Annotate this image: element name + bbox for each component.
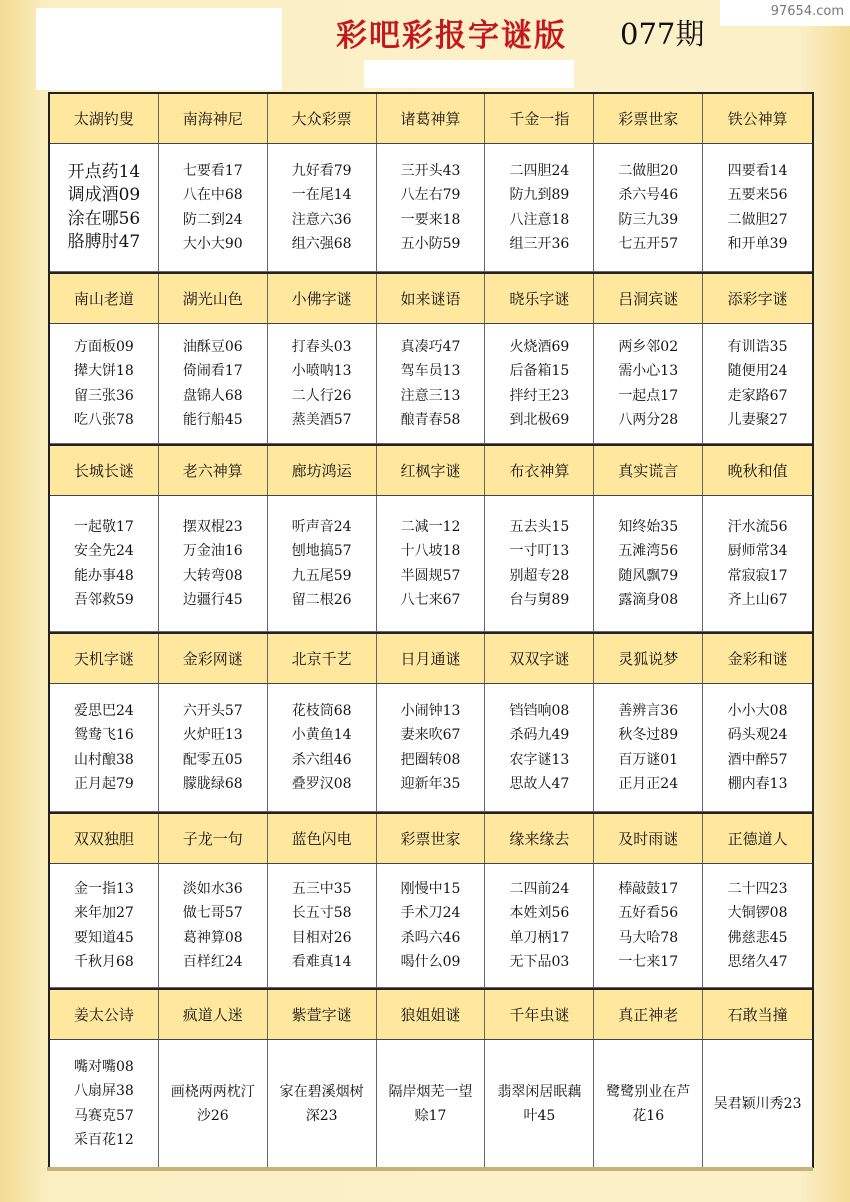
riddle-line: 做七哥57: [182, 905, 243, 921]
column-source-label: 狼姐姐谜: [377, 990, 486, 1039]
riddle-table: [50, 92, 812, 1168]
column-source-label: 廊坊鸿运: [268, 446, 377, 495]
riddle-cell: [594, 864, 703, 987]
riddle-line: 二十四23: [727, 880, 788, 897]
header-row: [50, 632, 812, 684]
riddle-line: 方面板09: [74, 338, 134, 355]
riddle-cell: [377, 496, 486, 631]
riddle-line: 防三九39: [618, 211, 679, 228]
riddle-cell: [50, 684, 159, 811]
riddle-line: 嘴对嘴08: [74, 1058, 134, 1075]
riddle-line: 百样红24: [182, 954, 243, 970]
riddle-line: 百万谜01: [618, 751, 679, 768]
column-source-label: 彩票世家: [377, 814, 486, 863]
riddle-cell: [703, 864, 812, 987]
riddle-line: 开点药14: [67, 161, 141, 182]
riddle-cell: [159, 684, 268, 811]
riddle-line: 随便用24: [727, 363, 788, 379]
column-source-label: 疯道人迷: [159, 990, 268, 1039]
riddle-line: 组三开36: [509, 236, 570, 252]
riddle-line: 一寸叮13: [509, 543, 570, 559]
riddle-line: 杀六号46: [618, 187, 679, 203]
riddle-line: 一要来18: [400, 211, 461, 228]
column-source-label: 北京千艺: [268, 634, 377, 683]
riddle-line: 十八坡18: [400, 543, 461, 559]
riddle-line: 到北极69: [509, 412, 570, 428]
riddle-line: 五要来56: [727, 187, 788, 203]
riddle-table-frame: [48, 92, 814, 1168]
site-watermark: 97654.com: [770, 4, 844, 19]
frame-shadow: [47, 1167, 813, 1171]
column-source-label: 灵狐说梦: [594, 634, 703, 683]
column-source-label: 子龙一句: [159, 814, 268, 863]
riddle-line: 防九到89: [509, 187, 570, 203]
riddle-line: 马大哈78: [618, 929, 679, 946]
riddle-line: 翡翠闲居眠藕: [497, 1083, 582, 1100]
column-source-label: 彩票世家: [594, 94, 703, 143]
riddle-line: 花16: [632, 1107, 665, 1124]
riddle-line: 大小大90: [182, 236, 243, 252]
riddle-line: 八两分28: [618, 412, 679, 428]
riddle-line: 一起敬17: [74, 518, 134, 535]
riddle-line: 八扇屏38: [74, 1083, 134, 1099]
riddle-line: 随风飘79: [618, 567, 679, 584]
riddle-line: 杀码九49: [509, 727, 570, 743]
riddle-line: 大铜锣08: [727, 905, 788, 921]
riddle-line: 叶45: [523, 1107, 556, 1124]
riddle-line: 五去头15: [509, 518, 570, 535]
title-banner: [0, 0, 850, 92]
riddle-line: 汗水流56: [727, 518, 788, 535]
header-row: [50, 272, 812, 324]
riddle-line: 九好看79: [291, 162, 352, 179]
riddle-line: 家在碧溪烟树: [279, 1083, 364, 1100]
riddle-line: 三开头43: [400, 162, 461, 179]
riddle-line: 摆双棍23: [182, 518, 243, 535]
riddle-line: 两乡邻02: [618, 338, 679, 355]
riddle-line: 码头观24: [727, 727, 788, 743]
riddle-line: 五滩湾56: [618, 543, 679, 559]
riddle-cell: [50, 144, 159, 271]
riddle-cell: [377, 144, 486, 271]
column-source-label: 双双字谜: [485, 634, 594, 683]
riddle-line: 看难真14: [291, 954, 352, 970]
riddle-line: 杀六组46: [291, 751, 352, 768]
riddle-line: 刨地搞57: [291, 543, 352, 559]
riddle-cell: [159, 496, 268, 631]
riddle-line: 台与舅89: [509, 592, 570, 608]
riddle-line: 二做胆20: [618, 162, 679, 179]
riddle-line: 留二根26: [291, 592, 352, 608]
column-source-label: 紫萱字谜: [268, 990, 377, 1039]
riddle-line: 妻来吹67: [400, 727, 461, 743]
riddle-line: 注意六36: [291, 211, 352, 228]
riddle-line: 画桡两两枕汀: [170, 1083, 255, 1100]
riddle-line: 能行船45: [182, 412, 243, 428]
riddle-cell: [159, 864, 268, 987]
riddle-line: 朦胧绿68: [182, 776, 243, 792]
riddle-cell: [485, 864, 594, 987]
riddle-line: 把圈转08: [400, 751, 461, 768]
riddle-cell: [159, 1040, 268, 1167]
riddle-line: 思绪久47: [727, 954, 788, 970]
riddle-line: 五三中35: [291, 880, 352, 897]
riddle-cell: [377, 324, 486, 443]
riddle-line: 沙26: [196, 1107, 229, 1124]
riddle-line: 喝什么09: [400, 954, 461, 970]
riddle-line: 来年加27: [74, 905, 134, 921]
riddle-line: 深23: [305, 1107, 338, 1124]
riddle-line: 杀吗六46: [400, 929, 461, 946]
riddle-line: 六开头57: [182, 702, 243, 719]
riddle-line: 花枝筒68: [291, 702, 352, 719]
riddle-line: 棒敲鼓17: [618, 880, 679, 897]
riddle-line: 本姓刘56: [509, 905, 570, 921]
riddle-cell: [485, 324, 594, 443]
watermark-box: [720, 0, 850, 26]
riddle-cell: [268, 144, 377, 271]
riddle-row: [50, 144, 812, 272]
riddle-line: 调成酒09: [67, 185, 141, 205]
column-source-label: 吕洞宾谜: [594, 274, 703, 323]
riddle-cell: [485, 1040, 594, 1167]
riddle-cell: [594, 324, 703, 443]
riddle-cell: [485, 496, 594, 631]
riddle-line: 吾邻救59: [74, 592, 134, 608]
riddle-line: 后备箱15: [509, 363, 570, 379]
riddle-cell: [268, 684, 377, 811]
riddle-line: 农字谜13: [509, 751, 570, 768]
riddle-line: 酿青春58: [400, 412, 461, 428]
column-source-label: 正德道人: [727, 830, 788, 848]
column-source-label: 天机字谜: [50, 634, 159, 683]
column-source-label: 真正神老: [594, 990, 703, 1039]
riddle-line: 防二到24: [182, 211, 243, 228]
page-title: 彩吧彩报字谜版: [336, 18, 567, 54]
riddle-line: 棚内春13: [727, 776, 788, 792]
riddle-line: 别超专28: [509, 567, 570, 584]
riddle-row: [50, 684, 812, 812]
riddle-line: 需小心13: [618, 363, 679, 379]
riddle-line: 四要看14: [727, 162, 788, 179]
riddle-line: 八在中68: [182, 187, 243, 203]
header-row: [50, 92, 812, 144]
riddle-line: 隔岸烟芜一望: [388, 1083, 473, 1100]
riddle-line: 二做胆27: [727, 211, 788, 228]
riddle-line: 手术刀24: [400, 905, 461, 921]
riddle-line: 边疆行45: [182, 592, 243, 608]
riddle-line: 金一指13: [74, 880, 134, 897]
column-source-label: 缘来缘去: [485, 814, 594, 863]
blank-label-box-2: [364, 60, 574, 88]
riddle-cell: [594, 144, 703, 271]
riddle-line: 留三张36: [74, 387, 134, 404]
riddle-line: 正月正24: [618, 776, 679, 792]
riddle-line: 无下品03: [509, 954, 570, 970]
riddle-line: 一起点17: [618, 387, 679, 404]
riddle-row: [50, 864, 812, 988]
riddle-cell: [703, 324, 812, 443]
riddle-line: 八左右79: [400, 187, 461, 203]
riddle-cell: [50, 324, 159, 443]
riddle-line: 马赛克57: [74, 1107, 134, 1124]
riddle-line: 万金油16: [182, 543, 243, 559]
riddle-line: 小喷呐13: [291, 363, 352, 379]
riddle-line: 撵大饼18: [74, 363, 134, 379]
riddle-line: 一七来17: [618, 954, 679, 970]
riddle-line: 赊17: [414, 1107, 447, 1124]
riddle-line: 涂在哪56: [67, 208, 141, 229]
riddle-cell: [485, 144, 594, 271]
column-source-label: 姜太公诗: [50, 990, 159, 1039]
riddle-line: 五小防59: [400, 236, 461, 252]
column-source-label: 千年虫谜: [485, 990, 594, 1039]
riddle-line: 厨师常34: [727, 543, 788, 559]
riddle-line: 油酥豆06: [182, 338, 243, 355]
riddle-row: [50, 324, 812, 444]
riddle-line: 火烧酒69: [509, 338, 570, 355]
riddle-line: 打春头03: [291, 338, 352, 355]
riddle-cell: [594, 496, 703, 631]
riddle-cell: [268, 496, 377, 631]
riddle-line: 齐上山67: [727, 592, 788, 608]
column-source-label: 诸葛神算: [377, 94, 486, 143]
riddle-line: 注意三13: [400, 387, 461, 404]
riddle-line: 鹭鹭别业在芦: [606, 1083, 691, 1100]
header-row: [50, 988, 812, 1040]
column-source-label: 大众彩票: [268, 94, 377, 143]
column-source-label: 湖光山色: [159, 274, 268, 323]
riddle-row: [50, 496, 812, 632]
riddle-cell: [268, 864, 377, 987]
riddle-line: 九五尾59: [291, 567, 352, 584]
column-source-label: 晚秋和值: [727, 462, 788, 480]
riddle-line: 二四胆24: [509, 162, 570, 179]
riddle-line: 要知道45: [74, 929, 134, 946]
column-source-label: 如来谜语: [377, 274, 486, 323]
riddle-cell: [268, 324, 377, 443]
riddle-line: 七要看17: [182, 162, 243, 179]
riddle-line: 胳膊肘47: [67, 232, 141, 252]
riddle-line: 安全先24: [74, 543, 134, 559]
riddle-line: 目相对26: [291, 929, 352, 946]
riddle-line: 蒸美酒57: [291, 412, 352, 428]
riddle-line: 真凑巧47: [400, 338, 461, 355]
riddle-line: 配零五05: [182, 751, 243, 768]
riddle-line: 能办事48: [74, 567, 134, 584]
riddle-line: 听声音24: [291, 518, 352, 535]
riddle-line: 酒中醉57: [727, 751, 788, 768]
riddle-line: 五好看56: [618, 905, 679, 921]
riddle-cell: [50, 864, 159, 987]
column-source-label: 石敢当撞: [727, 1006, 788, 1024]
blank-label-box: [36, 8, 282, 90]
riddle-line: 迎新年35: [400, 776, 461, 792]
column-source-label: 双双独胆: [50, 814, 159, 863]
riddle-line: 小闹钟13: [400, 702, 461, 719]
column-source-label: 金彩网谜: [159, 634, 268, 683]
riddle-line: 淡如水36: [182, 880, 243, 897]
riddle-line: 吴君颖川秀23: [713, 1095, 802, 1112]
column-source-label: 长城长谜: [50, 446, 159, 495]
riddle-line: 叠罗汉08: [291, 776, 352, 792]
riddle-line: 二人行26: [291, 387, 352, 404]
riddle-line: 倚闹看17: [182, 363, 243, 379]
riddle-line: 采百花12: [74, 1132, 134, 1148]
riddle-line: 山村酿38: [74, 751, 134, 768]
riddle-line: 秋冬过89: [618, 727, 679, 743]
riddle-line: 正月起79: [74, 776, 134, 792]
riddle-cell: [594, 684, 703, 811]
riddle-line: 八注意18: [509, 211, 570, 228]
column-source-label: 千金一指: [485, 94, 594, 143]
riddle-line: 常寂寂17: [727, 567, 788, 584]
column-source-label: 及时雨谜: [594, 814, 703, 863]
riddle-line: 火炉旺13: [182, 727, 243, 743]
riddle-line: 盘锦人68: [182, 387, 243, 404]
riddle-line: 七五开57: [618, 236, 679, 252]
riddle-line: 拌纣王23: [509, 387, 570, 404]
column-source-label: 红枫字谜: [377, 446, 486, 495]
riddle-line: 二减一12: [400, 518, 461, 535]
column-source-label: 老六神算: [159, 446, 268, 495]
riddle-line: 刚慢中15: [400, 880, 461, 897]
riddle-line: 有训诰35: [727, 338, 788, 355]
column-source-label: 铁公神算: [727, 110, 788, 128]
riddle-line: 和开单39: [727, 236, 788, 252]
riddle-line: 儿妻聚27: [727, 412, 788, 428]
riddle-line: 八七来67: [400, 592, 461, 608]
riddle-line: 长五寸58: [291, 905, 352, 921]
riddle-line: 二四前24: [509, 880, 570, 897]
riddle-line: 大转弯08: [182, 567, 243, 584]
riddle-cell: [703, 1040, 812, 1167]
riddle-cell: [159, 324, 268, 443]
column-source-label: 日月通谜: [377, 634, 486, 683]
riddle-line: 单刀柄17: [509, 929, 570, 946]
column-source-label: 晓乐字谜: [485, 274, 594, 323]
riddle-cell: [377, 684, 486, 811]
riddle-line: 组六强68: [291, 236, 352, 252]
riddle-line: 铛铛响08: [509, 702, 570, 719]
column-source-label: 布衣神算: [485, 446, 594, 495]
riddle-cell: [50, 1040, 159, 1167]
riddle-cell: [594, 1040, 703, 1167]
riddle-cell: [50, 496, 159, 631]
riddle-line: 鸳鸯飞16: [74, 727, 134, 743]
column-source-label: 南海神尼: [159, 94, 268, 143]
riddle-line: 半圆规57: [400, 567, 461, 584]
riddle-cell: [703, 144, 812, 271]
column-source-label: 添彩字谜: [727, 290, 788, 308]
riddle-line: 千秋月68: [74, 954, 134, 970]
riddle-line: 走家路67: [727, 387, 788, 404]
riddle-row: [50, 1040, 812, 1168]
riddle-line: 思故人47: [509, 776, 570, 792]
riddle-line: 露滴身08: [618, 592, 679, 608]
riddle-line: 葛神算08: [182, 929, 243, 946]
column-source-label: 真实谎言: [594, 446, 703, 495]
header-row: [50, 812, 812, 864]
riddle-cell: [703, 684, 812, 811]
header-row: [50, 444, 812, 496]
riddle-cell: [703, 496, 812, 631]
riddle-line: 驾车员13: [400, 363, 461, 379]
riddle-cell: [268, 1040, 377, 1167]
column-source-label: 太湖钓叟: [50, 94, 159, 143]
riddle-cell: [159, 144, 268, 271]
column-source-label: 蓝色闪电: [268, 814, 377, 863]
riddle-line: 知终始35: [618, 518, 679, 535]
riddle-line: 小黄鱼14: [291, 727, 352, 743]
column-source-label: 南山老道: [50, 274, 159, 323]
riddle-cell: [377, 864, 486, 987]
riddle-line: 一在尾14: [291, 187, 352, 203]
issue-number: 077期: [620, 17, 705, 51]
column-source-label: 金彩和谜: [727, 650, 788, 668]
riddle-line: 善辨言36: [618, 702, 679, 719]
column-source-label: 小佛字谜: [268, 274, 377, 323]
riddle-line: 吃八张78: [74, 412, 134, 428]
riddle-cell: [485, 684, 594, 811]
riddle-cell: [377, 1040, 486, 1167]
riddle-line: 小小大08: [727, 702, 788, 719]
riddle-line: 佛慈悲45: [727, 929, 788, 946]
riddle-line: 爱思巴24: [74, 702, 134, 719]
